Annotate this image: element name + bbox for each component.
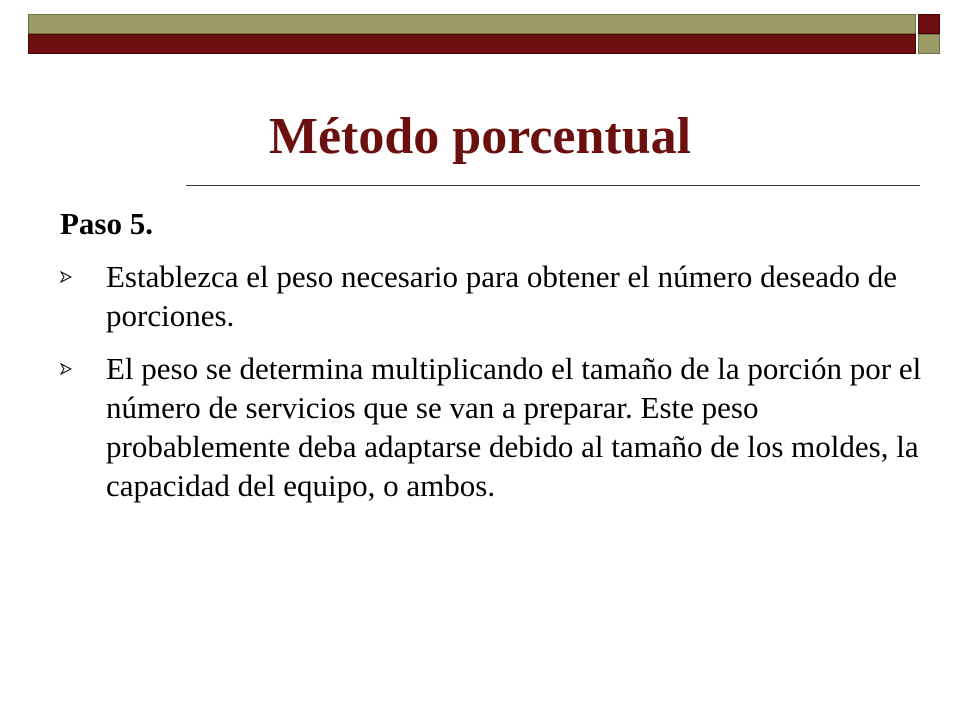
outline-arrow-bullet-icon (60, 363, 72, 375)
corner-box-maroon (918, 14, 940, 34)
outline-arrow-bullet-icon (60, 271, 72, 283)
bullet-text: El peso se determina multiplicando el tamaño de la porción por el número de servicios que se van a preparar. Este peso probablemente deba adaptarse debido al tamaño de los moldes, la capacidad del equipo, o ambos. (106, 351, 922, 503)
header-banner-maroon (28, 34, 916, 54)
corner-box-olive (918, 34, 940, 54)
title-divider (186, 185, 920, 186)
slide-title: Método porcentual (268, 108, 692, 165)
header-banner-olive (28, 14, 916, 34)
bullet-list (60, 257, 940, 505)
slide-content (60, 204, 940, 519)
step-heading: Paso 5. (60, 206, 153, 241)
bullet-item (60, 257, 940, 335)
bullet-text: Establezca el peso necesario para obtener el número deseado de porciones. (106, 259, 897, 333)
bullet-item (60, 349, 940, 505)
